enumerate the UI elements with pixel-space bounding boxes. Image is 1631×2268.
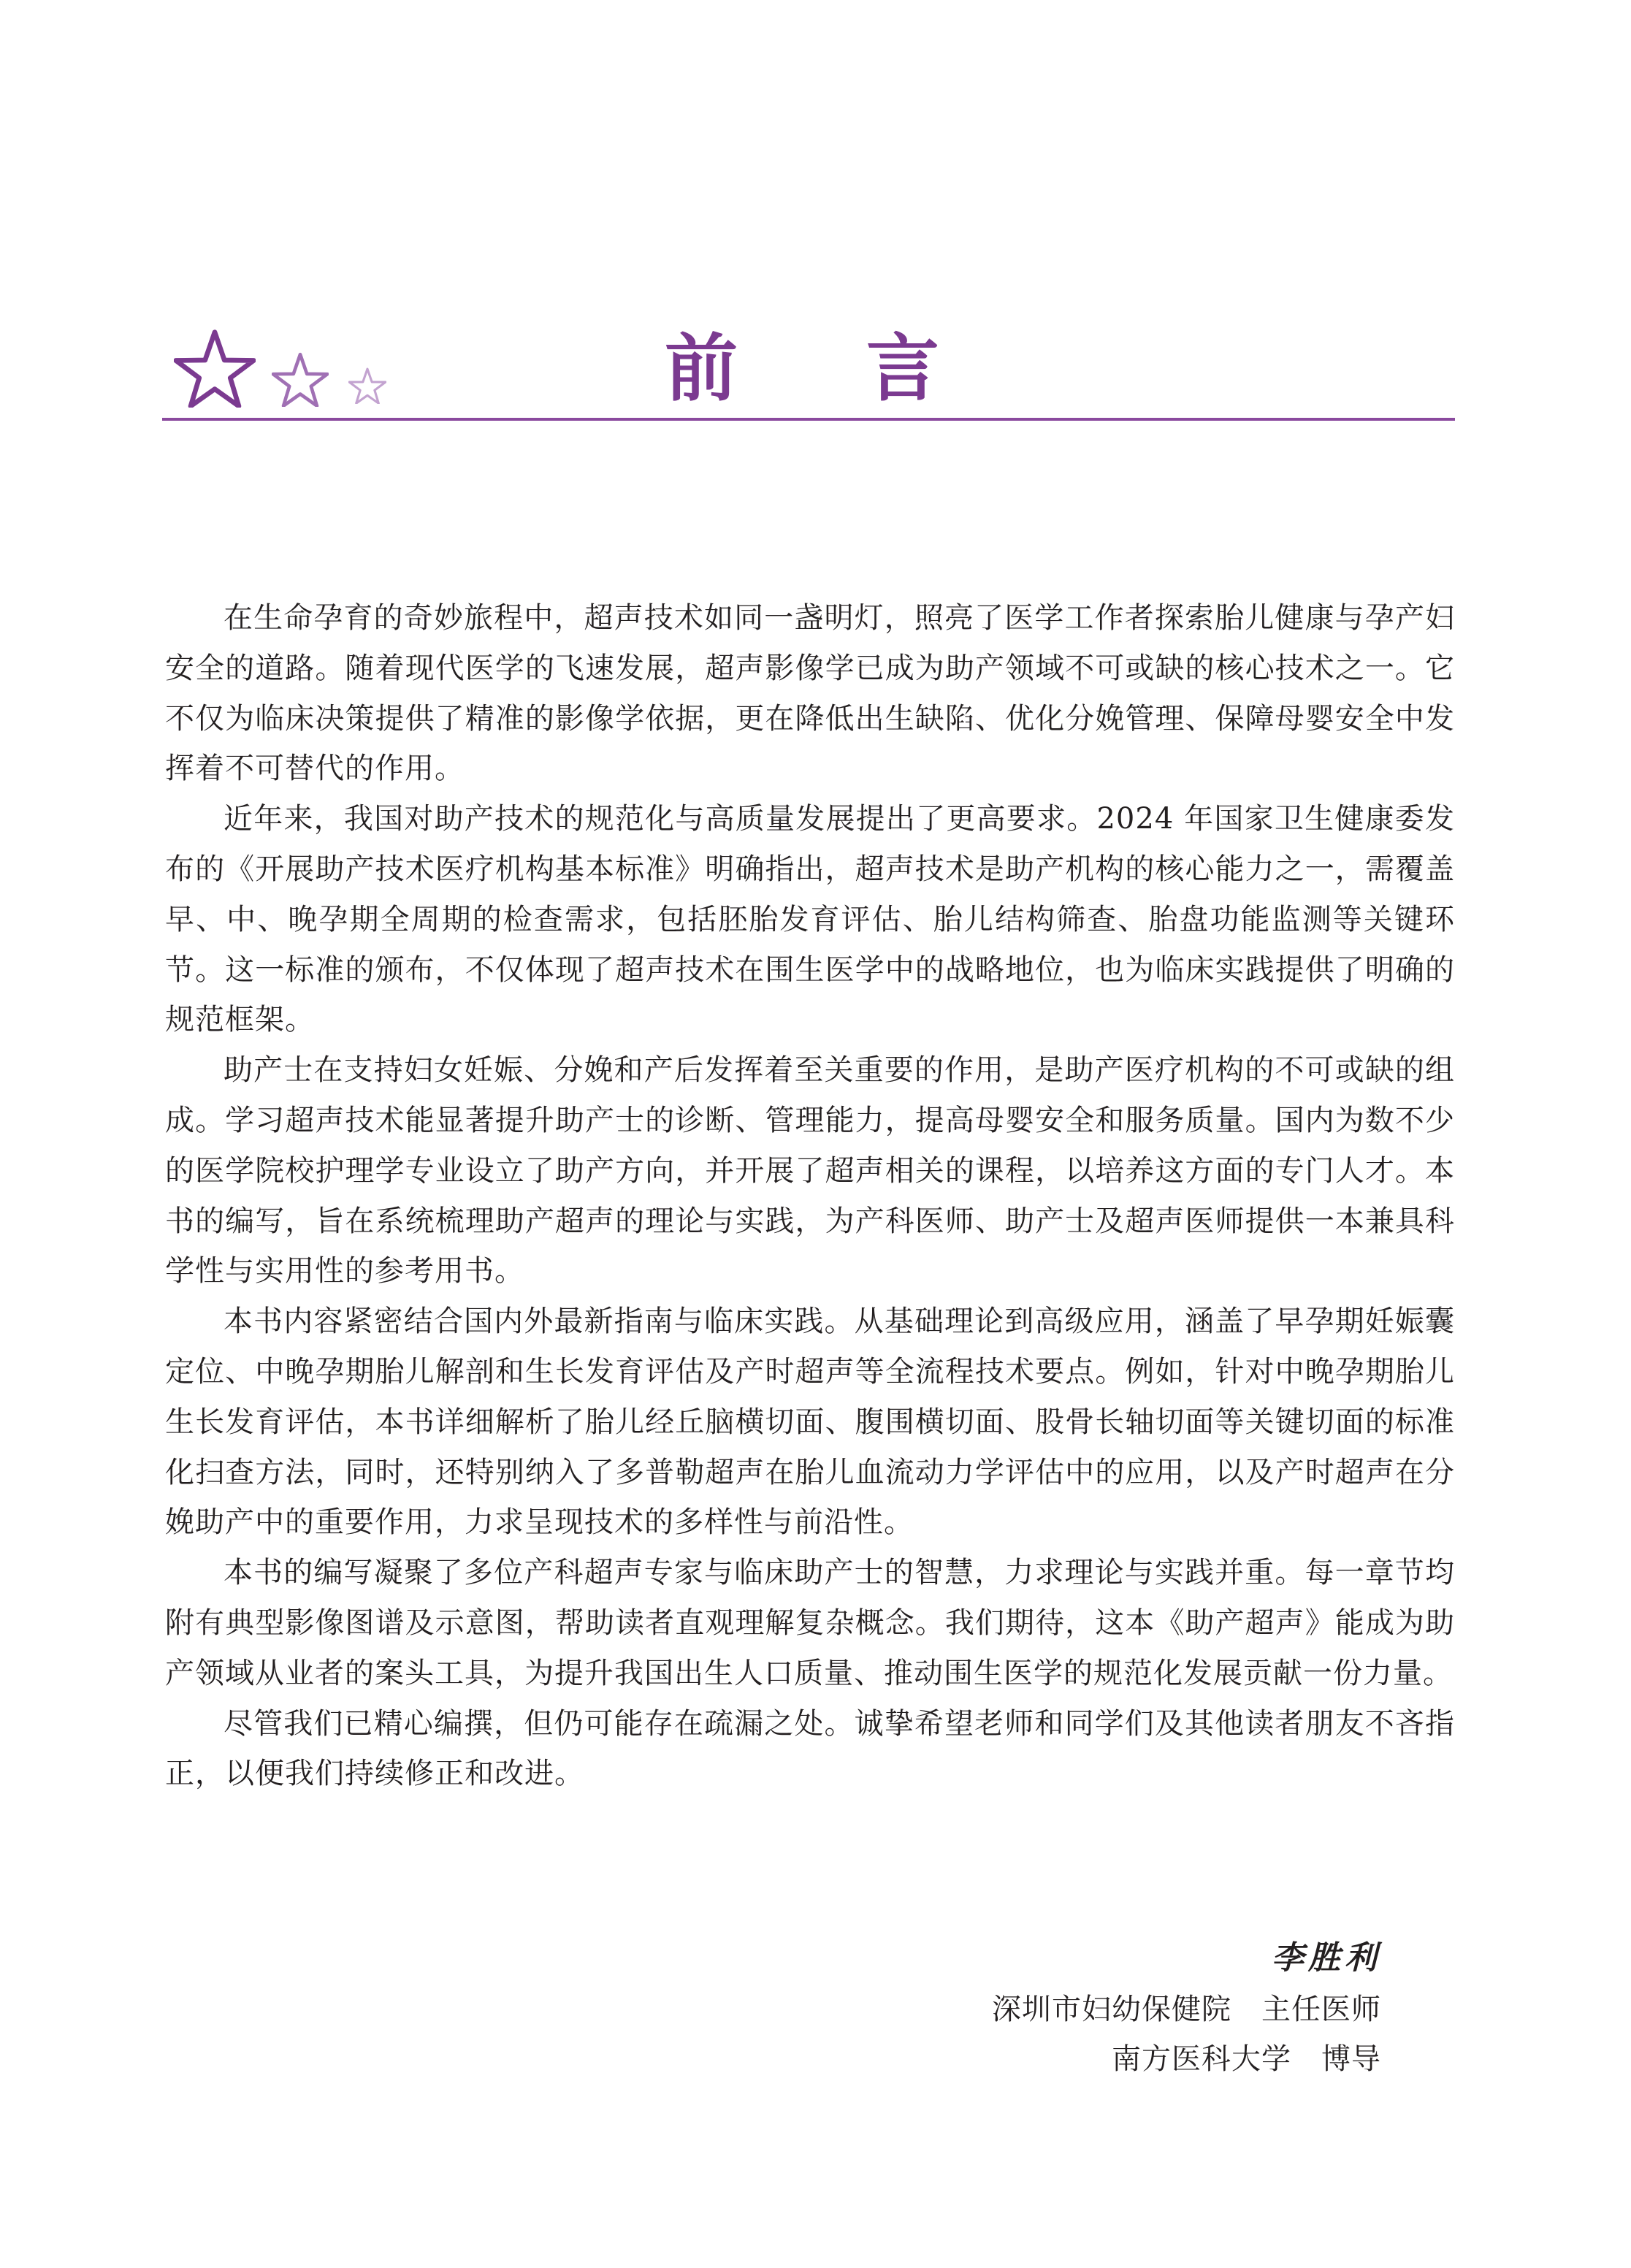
author-name: 李胜利 [1272, 1939, 1381, 1977]
paragraph-5: 本书的编写凝聚了多位产科超声专家与临床助产士的智慧，力求理论与实践并重。每一章节均附有典型影像图谱及示意图，帮助读者直观理解复杂概念。我们期待，这本《助产超声》能成为助产领域从业者的案头工具，为提升我国出生人口质量、推动围生医学的规范化发展贡献一份力量。 [165, 1556, 1455, 1690]
paragraph-1: 在生命孕育的奇妙旅程中，超声技术如同一盏明灯，照亮了医学工作者探索胎儿健康与孕产妇安全的道路。随着现代医学的飞速发展，超声影像学已成为助产领域不可或缺的核心技术之一。它不仅为临床决策提供了精准的影像学依据，更在降低出生缺陷、优化分娩管理、保障母婴安全中发挥着不可替代的作用。 [165, 601, 1455, 786]
paragraph-6: 尽管我们已精心编撰，但仍可能存在疏漏之处。诚挚希望老师和同学们及其他读者朋友不吝指正，以便我们持续修正和改进。 [165, 1706, 1455, 1791]
header-divider [162, 418, 1455, 421]
paragraph-4: 本书内容紧密结合国内外最新指南与临床实践。从基础理论到高级应用，涵盖了早孕期妊娠囊定位、中晚孕期胎儿解剖和生长发育评估及产时超声等全流程技术要点。例如，针对中晚孕期胎儿生长发育评估，本书详细解析了胎儿经丘脑横切面、腹围横切面、股骨长轴切面等关键切面的标准化扫查方法，同时，还特别纳入了多普勒超声在胎儿血流动力学评估中的应用，以及产时超声在分娩助产中的重要作用，力求呈现技术的多样性与前沿性。 [165, 1305, 1455, 1540]
star-outline-medium-icon [272, 352, 329, 407]
paragraph-2: 近年来，我国对助产技术的规范化与高质量发展提出了更高要求。2024 年国家卫生健康委发布的《开展助产技术医疗机构基本标准》明确指出，超声技术是助产机构的核心能力之一，需覆盖早、中、晚孕期全周期的检查需求，包括胚胎发育评估、胎儿结构筛查、胎盘功能监测等关键环节。这一标准的颁布，不仅体现了超声技术在围生医学中的战略地位，也为临床实践提供了明确的规范框架。 [165, 802, 1455, 1037]
author-affiliation-2: 南方医科大学 博导 [1112, 2042, 1381, 2076]
preface-header [162, 314, 1455, 431]
decorative-stars [174, 329, 437, 409]
paragraph-3: 助产士在支持妇女妊娠、分娩和产后发挥着至关重要的作用，是助产医疗机构的不可或缺的组成。学习超声技术能显著提升助产士的诊断、管理能力，提高母婴安全和服务质量。国内为数不少的医学院校护理学专业设立了助产方向，并开展了超声相关的课程，以培养这方面的专门人才。本书的编写，旨在系统梳理助产超声的理论与实践，为产科医师、助产士及超声医师提供一本兼具科学性与实用性的参考用书。 [165, 1053, 1455, 1288]
page-title: 前言 [665, 326, 1068, 411]
preface-body [165, 593, 1455, 1799]
author-affiliation-1: 深圳市妇幼保健院 主任医师 [992, 1993, 1381, 2026]
star-outline-large-icon [174, 329, 256, 408]
author-signature [992, 1932, 1381, 2084]
star-outline-small-icon [348, 367, 386, 404]
